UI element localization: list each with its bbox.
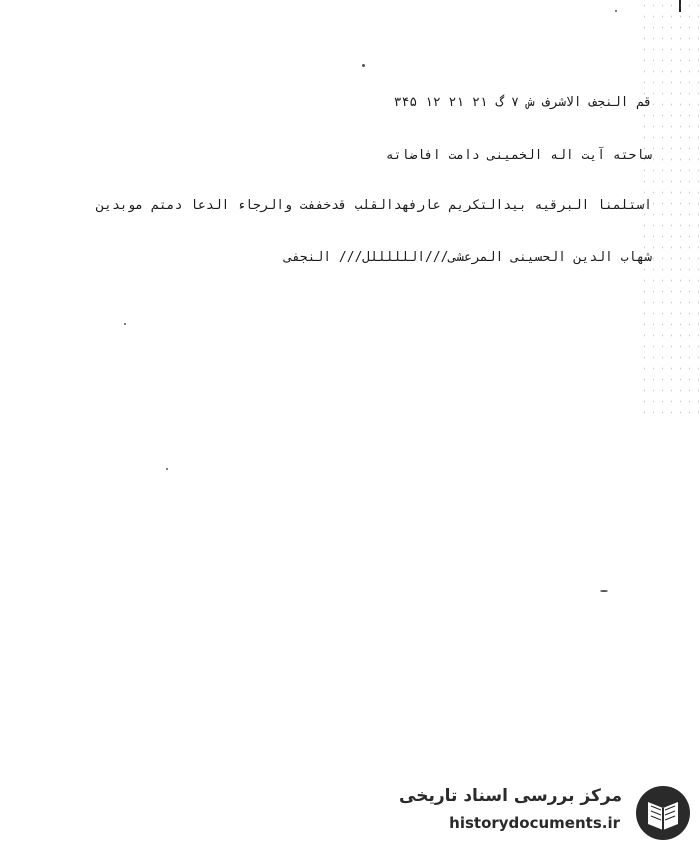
book-icon (634, 784, 692, 842)
watermark (399, 784, 692, 842)
watermark-url: historydocuments.ir (449, 814, 620, 832)
header-line: قم النجف الاشرف ش ۷ گ ۲۱ ۲۱ ۱۲ ۳۴۵ (393, 95, 652, 110)
recipient-line: ساحته آیت اله الخمینی دامت افاضاته (385, 148, 652, 163)
scan-speck (362, 64, 365, 67)
scan-speck (600, 590, 608, 592)
scan-speck (166, 468, 168, 470)
scan-speck (615, 10, 617, 12)
signature-line: شهاب الدین الحسینی المرعشی///اللللللل/// النجفی (284, 250, 652, 265)
watermark-title: مرکز بررسی اسناد تاریخی (399, 786, 622, 806)
body-line: استلمنا البرقیه بیدالتکریم عارفهدالقلب قدخففت والرجاء الدعا دمتم موبدین (96, 198, 652, 213)
scan-speck (124, 323, 126, 325)
